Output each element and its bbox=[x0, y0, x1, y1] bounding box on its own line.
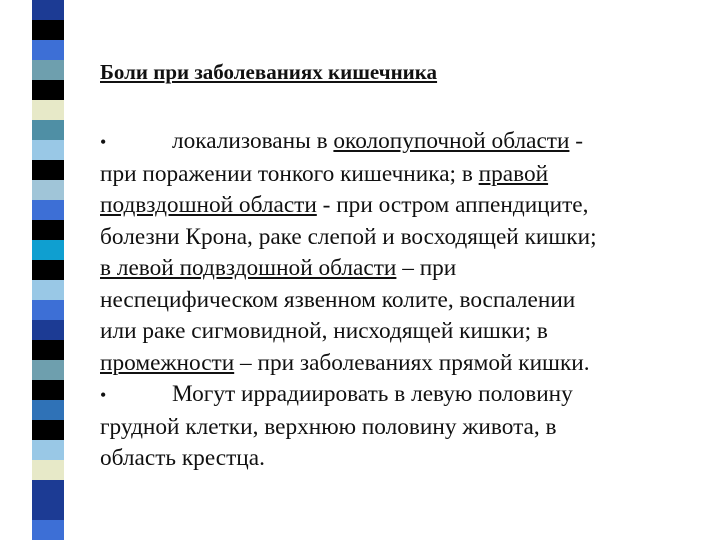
stripe-segment bbox=[32, 520, 64, 540]
text-line: болезни Крона, раке слепой и восходящей кишки; bbox=[100, 223, 597, 250]
text-line: при поражении тонкого кишечника; в правой bbox=[100, 160, 549, 187]
stripe-segment bbox=[32, 480, 64, 500]
stripe-segment bbox=[32, 360, 64, 380]
text-line: • Могут иррадиировать в левую половину bbox=[100, 379, 712, 412]
stripe-segment bbox=[32, 0, 64, 20]
stripe-segment bbox=[32, 400, 64, 420]
stripe-segment bbox=[32, 80, 64, 100]
underlined-term: промежности bbox=[100, 349, 235, 376]
stripe-segment bbox=[32, 300, 64, 320]
stripe-segment bbox=[32, 380, 64, 400]
stripe-segment bbox=[32, 100, 64, 120]
stripe-segment bbox=[32, 340, 64, 360]
stripe-segment bbox=[32, 140, 64, 160]
underlined-term: подвздошной области bbox=[100, 192, 317, 218]
stripe-segment bbox=[32, 40, 64, 60]
decorative-stripe bbox=[32, 0, 64, 540]
text-line: или раке сигмовидной, нисходящей кишки; в bbox=[100, 318, 548, 344]
stripe-segment bbox=[32, 500, 64, 520]
underlined-term: правой bbox=[478, 160, 549, 187]
stripe-segment bbox=[32, 20, 64, 40]
text-line: область крестца. bbox=[100, 445, 265, 471]
stripe-segment bbox=[32, 200, 64, 220]
text-line: в левой подвздошной области – при bbox=[100, 255, 457, 281]
stripe-segment bbox=[32, 240, 64, 260]
stripe-segment bbox=[32, 180, 64, 200]
stripe-segment bbox=[32, 420, 64, 440]
slide-title: Боли при заболеваниях кишечника bbox=[100, 60, 438, 84]
slide-body bbox=[100, 126, 712, 475]
text-line: • локализованы в околопупочной области - bbox=[100, 126, 712, 159]
stripe-segment bbox=[32, 220, 64, 240]
bullet-icon: • bbox=[100, 385, 107, 405]
stripe-segment bbox=[32, 320, 64, 340]
stripe-segment bbox=[32, 460, 64, 480]
bullet-icon: • bbox=[100, 132, 107, 152]
stripe-segment bbox=[32, 440, 64, 460]
underlined-term: в левой подвздошной области bbox=[100, 255, 397, 281]
stripe-segment bbox=[32, 280, 64, 300]
text-line: промежности – при заболеваниях прямой кишки. bbox=[100, 349, 590, 376]
stripe-segment bbox=[32, 60, 64, 80]
text-line: подвздошной области - при остром аппендиците, bbox=[100, 192, 589, 218]
text-line: неспецифическом язвенном колите, воспалении bbox=[100, 286, 576, 313]
stripe-segment bbox=[32, 260, 64, 280]
stripe-segment bbox=[32, 120, 64, 140]
underlined-term: околопупочной области bbox=[333, 128, 570, 154]
text-line: грудной клетки, верхнюю половину живота, в bbox=[100, 413, 557, 440]
stripe-segment bbox=[32, 160, 64, 180]
